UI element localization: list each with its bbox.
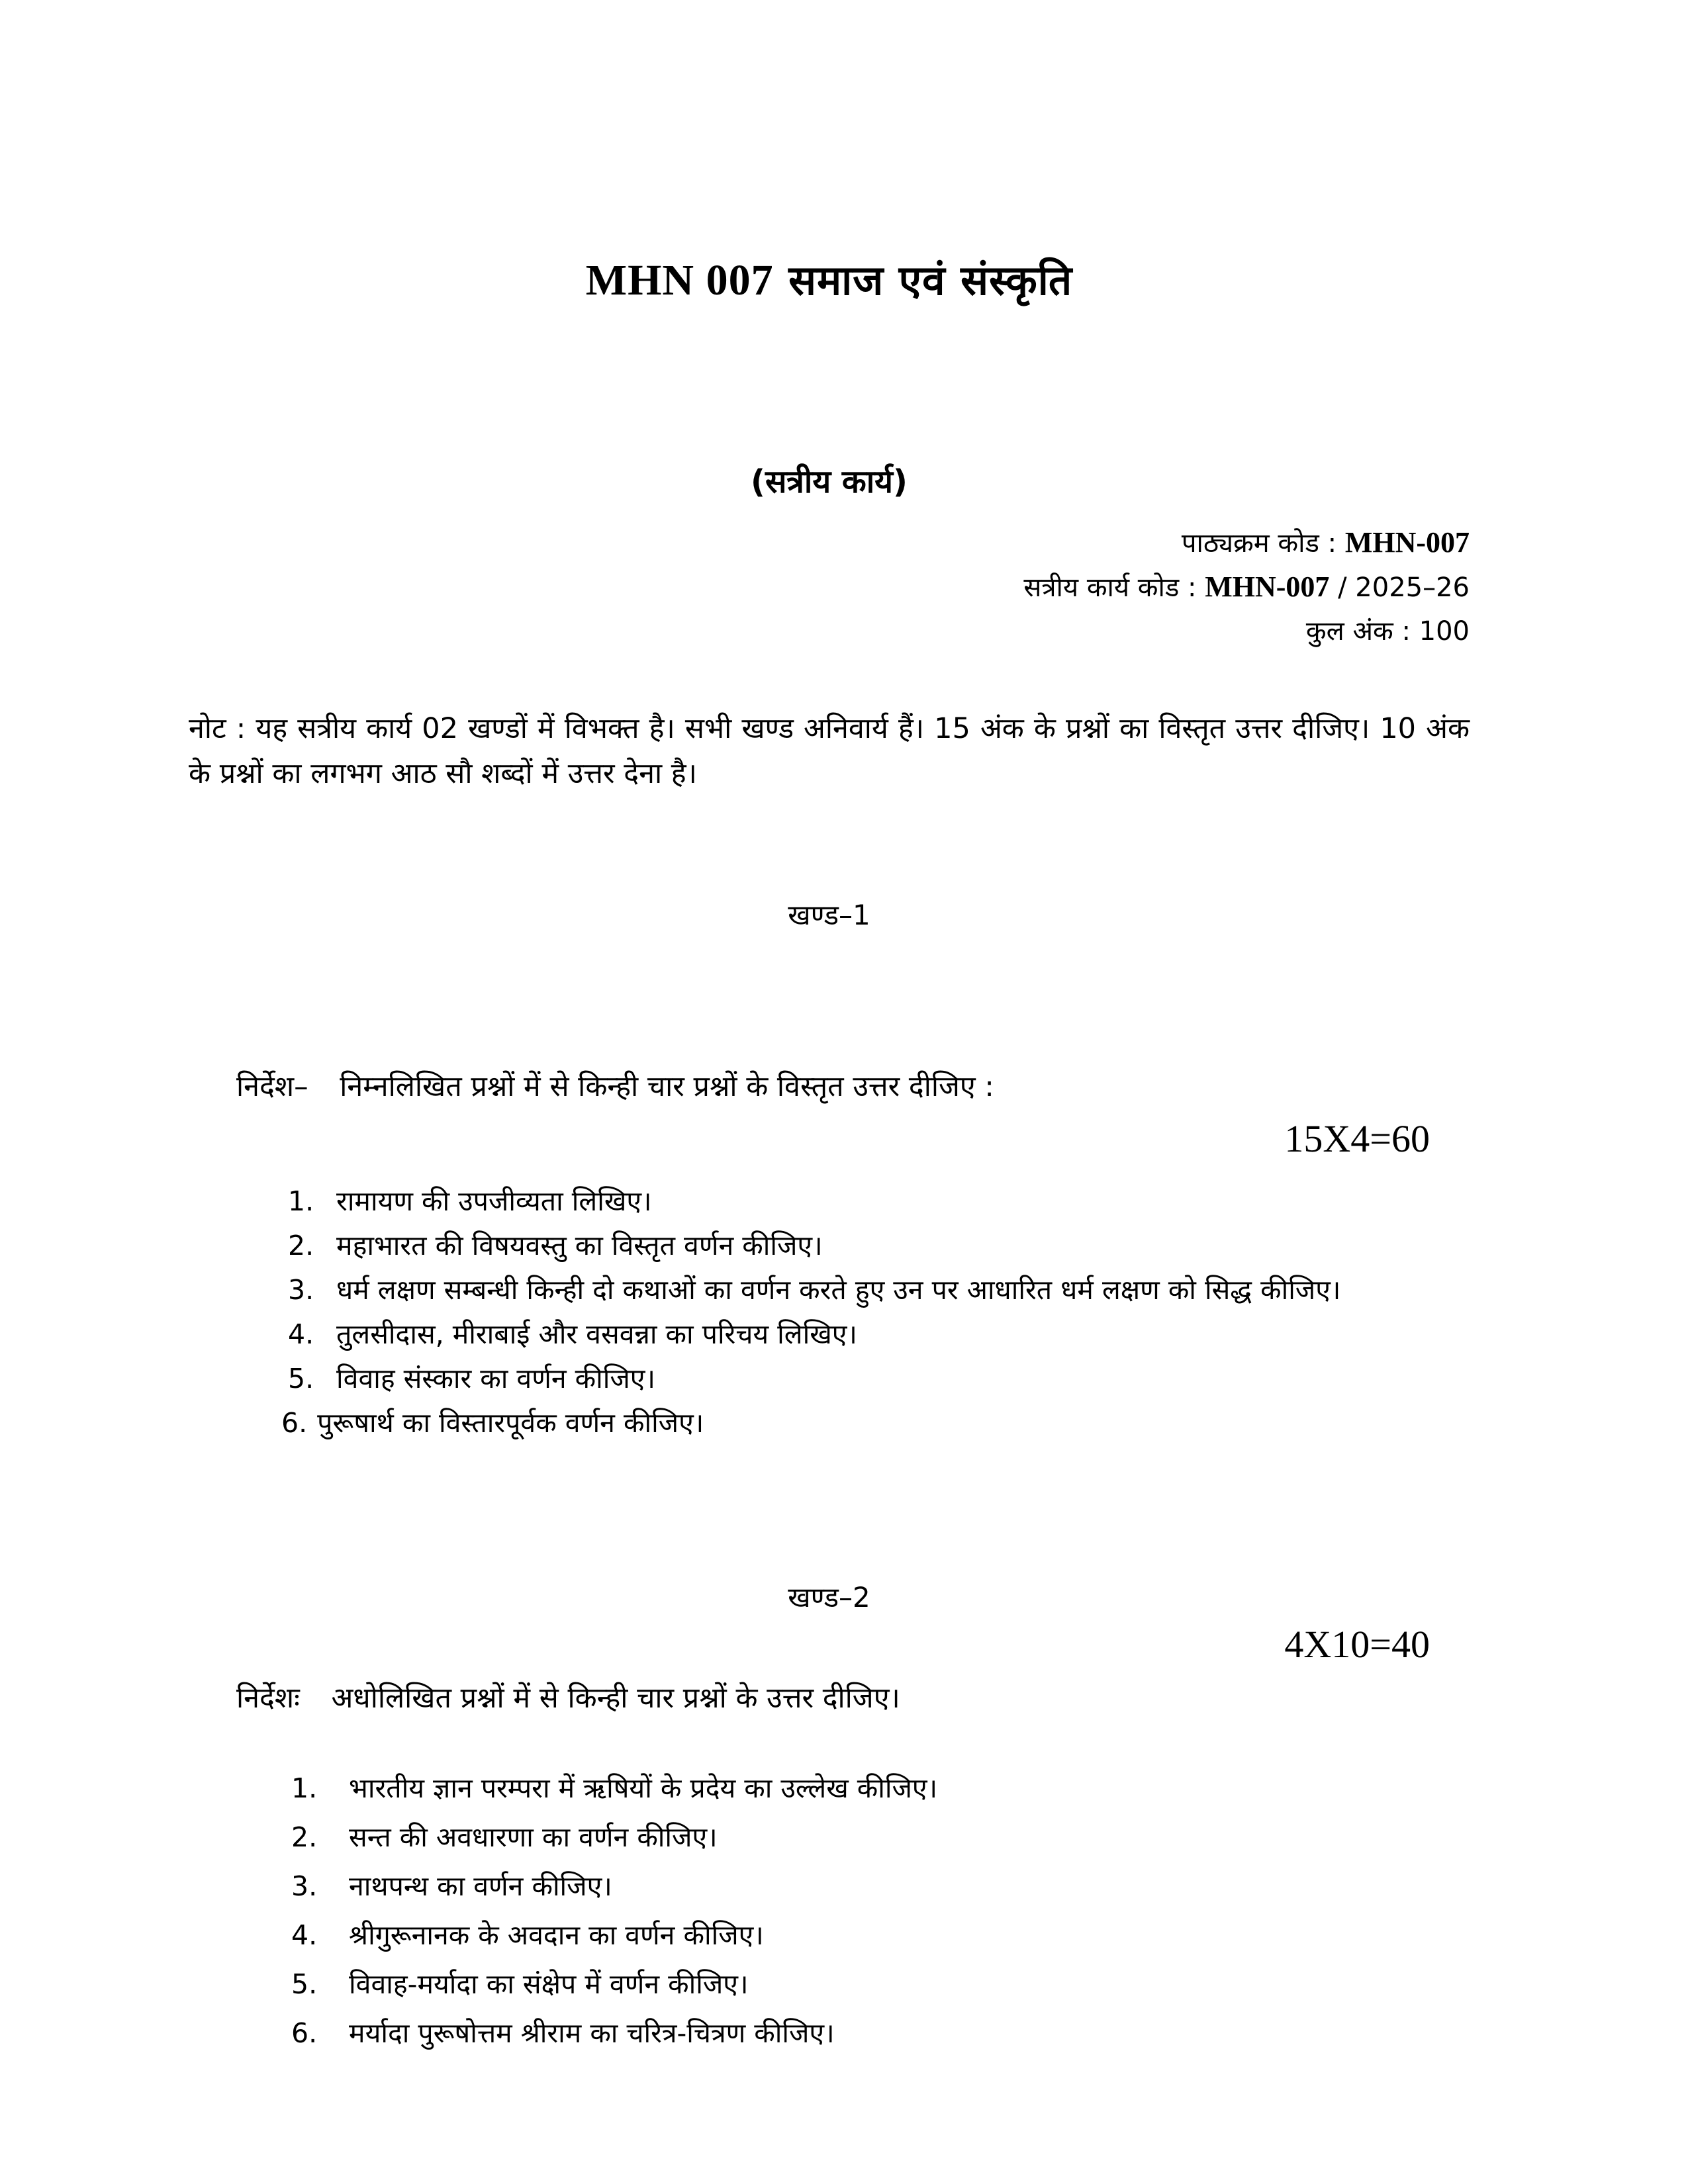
section1-marks: 15X4=60 [1284,1117,1430,1160]
meta-block [189,521,1470,653]
question-number: 3. [291,1870,318,1902]
question-number: 5. [288,1363,314,1394]
question-text: धर्म लक्षण सम्बन्धी किन्ही दो कथाओं का वर्णन करते हुए उन पर आधारित धर्म लक्षण को सिद्ध कीजिए। [336,1274,1341,1306]
section2-instruction-label: निर्देशः [236,1682,300,1715]
question-text: मर्यादा पुरूषोत्तम श्रीराम का चरित्र-चित्रण कीजिए। [349,2017,835,2049]
question-number: 6. [281,1407,308,1439]
question-text: पुरूषार्थ का विस्तारपूर्वक वर्णन कीजिए। [317,1407,704,1439]
meta-assignment-session: / 2025–26 [1338,572,1470,603]
question-number: 3. [288,1274,314,1306]
section2-instruction-text: अधोलिखित प्रश्नों में से किन्ही चार प्रश्नों के उत्तर दीजिए। [331,1682,900,1715]
question-item [291,1911,1470,1960]
section1-instruction-text: निम्नलिखित प्रश्नों में से किन्ही चार प्रश्नों के विस्तृत उत्तर दीजिए : [340,1070,994,1103]
question-item [291,1813,1470,1862]
meta-total-marks-value: 100 [1419,616,1470,647]
question-text: विवाह-मर्यादा का संक्षेप में वर्णन कीजिए। [349,1968,749,2000]
question-item [291,1960,1470,2009]
question-text: विवाह संस्कार का वर्णन कीजिए। [336,1363,655,1394]
doc-subtitle: (सत्रीय कार्य) [751,463,908,500]
meta-total-marks [189,610,1470,653]
section2-heading: खण्ड–2 [788,1581,870,1614]
question-text: भारतीय ज्ञान परम्परा में ऋषियों के प्रदेय का उल्लेख कीजिए। [349,1772,938,1804]
section2-question-list [189,1764,1470,2058]
question-item [281,1401,1470,1445]
question-number: 4. [288,1318,314,1350]
question-number: 4. [291,1919,318,1951]
meta-assignment-code-label: सत्रीय कार्य कोड : [1023,572,1197,603]
question-number: 2. [291,1821,318,1853]
question-number: 1. [288,1185,314,1217]
question-text: रामायण की उपजीव्यता लिखिए। [336,1185,652,1217]
section1-instruction [236,1066,1470,1105]
meta-course-code [189,521,1470,565]
section1-question-list [189,1179,1470,1445]
question-item [288,1224,1470,1268]
question-number: 2. [288,1230,314,1261]
section1-instruction-label: निर्देश– [236,1070,308,1103]
question-item [288,1268,1470,1312]
course-code-title: MHN 007 [585,256,774,304]
meta-assignment-code [189,565,1470,610]
question-item [288,1179,1470,1224]
section2-instruction [236,1677,1470,1716]
question-item [291,1862,1470,1911]
question-text: महाभारत की विषयवस्तु का विस्तृत वर्णन कीजिए। [336,1230,823,1261]
question-item [291,2009,1470,2058]
question-item [288,1357,1470,1401]
question-text: नाथपन्थ का वर्णन कीजिए। [349,1870,612,1902]
meta-course-code-label: पाठ्यक्रम कोड : [1181,528,1337,559]
question-item [291,1764,1470,1813]
note-paragraph: नोट : यह सत्रीय कार्य 02 खण्डों में विभक्त है। सभी खण्ड अनिवार्य हैं। 15 अंक के प्रश्नों का विस्तृत उत्तर दीजिए। 10 अंक के प्रश्नों का लगभग आठ सौ शब्दों में उत्तर देना है। [189,712,1470,790]
meta-course-code-value: MHN-007 [1344,526,1470,559]
page-title [189,251,1470,307]
question-number: 1. [291,1772,318,1804]
meta-total-marks-label: कुल अंक : [1305,616,1411,647]
question-number: 6. [291,2017,318,2049]
section2-marks: 4X10=40 [1284,1623,1430,1666]
section1-heading: खण्ड–1 [788,899,870,931]
question-item [288,1312,1470,1357]
course-name-title: समाज एवं संस्कृति [788,256,1073,304]
question-text: सन्त की अवधारणा का वर्णन कीजिए। [349,1821,718,1853]
meta-assignment-code-value: MHN-007 [1205,570,1330,603]
question-text: श्रीगुरूनानक के अवदान का वर्णन कीजिए। [349,1919,764,1951]
question-number: 5. [291,1968,318,2000]
question-text: तुलसीदास, मीराबाई और वसवन्ना का परिचय लिखिए। [336,1318,857,1350]
